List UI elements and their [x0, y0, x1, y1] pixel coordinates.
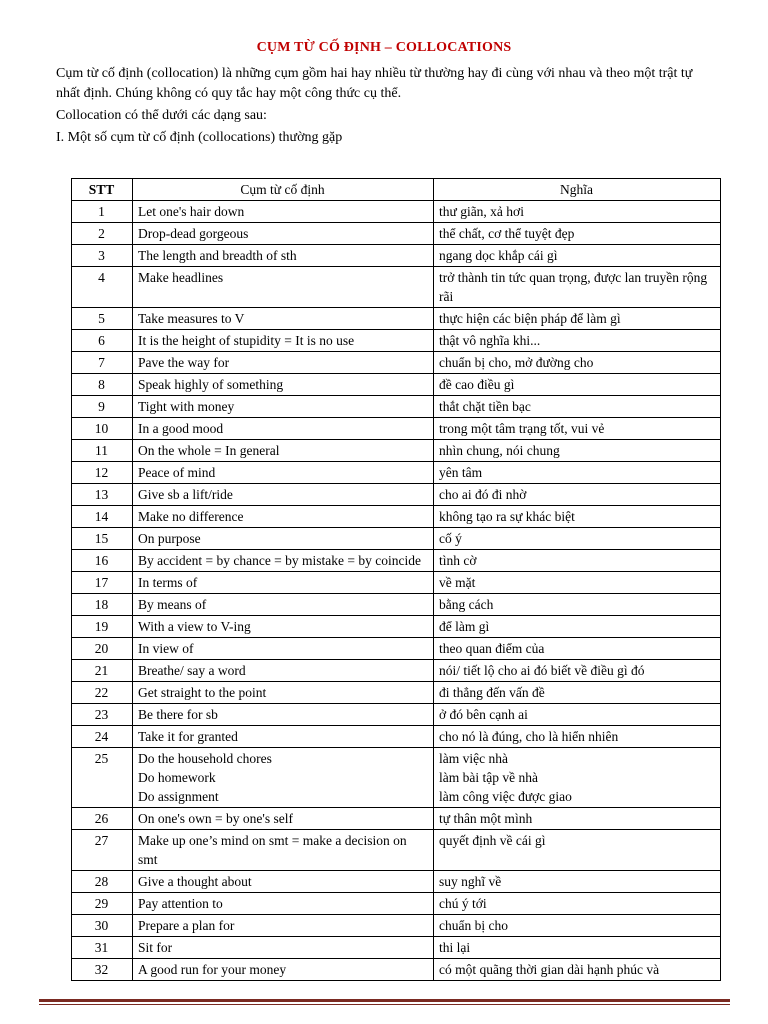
meaning-cell	[434, 418, 721, 440]
meaning-text: theo quan điểm của	[439, 641, 545, 656]
row-number: 29	[72, 893, 133, 915]
row-number: 15	[72, 528, 133, 550]
phrase-text: Give a thought about	[138, 874, 252, 889]
phrase-cell	[133, 915, 434, 937]
row-number: 30	[72, 915, 133, 937]
meaning-text: có một quãng thời gian dài hạnh phúc và	[439, 962, 660, 977]
table-row	[72, 638, 721, 660]
row-number: 13	[72, 484, 133, 506]
phrase-cell	[133, 959, 434, 981]
phrase-cell	[133, 871, 434, 893]
phrase-cell	[133, 330, 434, 352]
table-row	[72, 352, 721, 374]
header-phrase: Cụm từ cố định	[133, 179, 434, 201]
table-row	[72, 462, 721, 484]
phrase-text: Do assignment	[138, 789, 219, 804]
meaning-text: ở đó bên cạnh ai	[439, 707, 528, 722]
table-row	[72, 201, 721, 223]
phrase-text: On purpose	[138, 531, 201, 546]
table-row	[72, 937, 721, 959]
meaning-text: chú ý tới	[439, 896, 487, 911]
intro-section	[56, 64, 716, 150]
phrase-cell	[133, 748, 434, 808]
meaning-text: chuẩn bị cho	[439, 918, 508, 933]
phrase-cell	[133, 245, 434, 267]
meaning-cell	[434, 506, 721, 528]
phrase-cell	[133, 638, 434, 660]
table-row	[72, 726, 721, 748]
meaning-cell	[434, 682, 721, 704]
meaning-text: nhìn chung, nói chung	[439, 443, 560, 458]
meaning-cell	[434, 550, 721, 572]
phrase-text: Be there for sb	[138, 707, 218, 722]
row-number: 27	[72, 830, 133, 871]
row-number: 25	[72, 748, 133, 808]
table-row	[72, 484, 721, 506]
row-number: 31	[72, 937, 133, 959]
table-row	[72, 660, 721, 682]
table-header-row	[72, 179, 721, 201]
meaning-text: tự thân một mình	[439, 811, 533, 826]
meaning-text: thi lại	[439, 940, 471, 955]
phrase-text: Give sb a lift/ride	[138, 487, 233, 502]
meaning-cell	[434, 726, 721, 748]
meaning-text: về mặt	[439, 575, 476, 590]
phrase-text: Drop-dead gorgeous	[138, 226, 249, 241]
phrase-cell	[133, 830, 434, 871]
table-row	[72, 871, 721, 893]
phrase-cell	[133, 484, 434, 506]
phrase-text: Get straight to the point	[138, 685, 267, 700]
phrase-text: It is the height of stupidity = It is no use	[138, 333, 355, 348]
table-row	[72, 550, 721, 572]
phrase-cell	[133, 418, 434, 440]
intro-forms-line: Collocation có thể dưới các dạng sau:	[56, 108, 267, 123]
table-row	[72, 374, 721, 396]
row-number: 21	[72, 660, 133, 682]
table-row	[72, 330, 721, 352]
table-row	[72, 616, 721, 638]
intro-paragraph: Cụm từ cố định (collocation) là những cụm gồm hai hay nhiều từ thường hay đi cùng với nhau và theo một trật tự nhất định. Chúng không có quy tắc hay một công thức cụ thể.	[56, 66, 693, 101]
phrase-text: By accident = by chance = by mistake = by coincide	[138, 553, 421, 568]
row-number: 5	[72, 308, 133, 330]
section-heading: I. Một số cụm từ cố định (collocations) thường gặp	[56, 130, 343, 145]
row-number: 14	[72, 506, 133, 528]
phrase-text: On the whole = In general	[138, 443, 280, 458]
phrase-cell	[133, 267, 434, 308]
phrase-cell	[133, 660, 434, 682]
table-row	[72, 418, 721, 440]
meaning-text: trở thành tin tức quan trọng, được lan truyền rộng rãi	[439, 270, 708, 304]
row-number: 20	[72, 638, 133, 660]
phrase-text: Take it for granted	[138, 729, 238, 744]
row-number: 11	[72, 440, 133, 462]
phrase-cell	[133, 893, 434, 915]
table-row	[72, 915, 721, 937]
meaning-cell	[434, 267, 721, 308]
table-row	[72, 308, 721, 330]
meaning-cell	[434, 572, 721, 594]
phrase-text: Prepare a plan for	[138, 918, 235, 933]
phrase-cell	[133, 682, 434, 704]
row-number: 10	[72, 418, 133, 440]
phrase-cell	[133, 937, 434, 959]
table-row	[72, 223, 721, 245]
phrase-cell	[133, 616, 434, 638]
meaning-cell	[434, 638, 721, 660]
phrase-text: By means of	[138, 597, 207, 612]
header-meaning: Nghĩa	[434, 179, 721, 201]
meaning-text: cố ý	[439, 531, 462, 546]
phrase-cell	[133, 528, 434, 550]
phrase-text: Take measures to V	[138, 311, 245, 326]
meaning-cell	[434, 484, 721, 506]
table-row	[72, 245, 721, 267]
meaning-cell	[434, 308, 721, 330]
phrase-cell	[133, 223, 434, 245]
phrase-text: With a view to V-ing	[138, 619, 251, 634]
phrase-cell	[133, 462, 434, 484]
meaning-text: làm việc nhà	[439, 751, 508, 766]
meaning-text: thắt chặt tiền bạc	[439, 399, 531, 414]
row-number: 22	[72, 682, 133, 704]
table-row	[72, 748, 721, 808]
meaning-text: làm công việc được giao	[439, 789, 572, 804]
meaning-cell	[434, 893, 721, 915]
meaning-cell	[434, 704, 721, 726]
meaning-text: quyết định về cái gì	[439, 833, 546, 848]
row-number: 12	[72, 462, 133, 484]
meaning-cell	[434, 245, 721, 267]
row-number: 7	[72, 352, 133, 374]
meaning-text: thư giãn, xả hơi	[439, 204, 524, 219]
meaning-text: thực hiện các biện pháp để làm gì	[439, 311, 621, 326]
table-row	[72, 572, 721, 594]
meaning-text: tình cờ	[439, 553, 477, 568]
phrase-text: In view of	[138, 641, 194, 656]
phrase-cell	[133, 572, 434, 594]
phrase-cell	[133, 506, 434, 528]
phrase-text: The length and breadth of sth	[138, 248, 297, 263]
meaning-cell	[434, 616, 721, 638]
meaning-text: đề cao điều gì	[439, 377, 515, 392]
phrase-text: Let one's hair down	[138, 204, 245, 219]
table-row	[72, 396, 721, 418]
meaning-cell	[434, 748, 721, 808]
phrase-cell	[133, 374, 434, 396]
table-row	[72, 893, 721, 915]
row-number: 2	[72, 223, 133, 245]
phrase-text: Breathe/ say a word	[138, 663, 246, 678]
meaning-text: đi thẳng đến vấn đề	[439, 685, 545, 700]
meaning-text: thật vô nghĩa khi...	[439, 333, 541, 348]
phrase-text: Make up one’s mind on smt = make a decision on smt	[138, 833, 407, 867]
phrase-cell	[133, 201, 434, 223]
meaning-cell	[434, 808, 721, 830]
meaning-cell	[434, 830, 721, 871]
phrase-text: Make no difference	[138, 509, 244, 524]
phrase-text: In terms of	[138, 575, 198, 590]
meaning-cell	[434, 201, 721, 223]
row-number: 4	[72, 267, 133, 308]
meaning-text: nói/ tiết lộ cho ai đó biết về điều gì đó	[439, 663, 645, 678]
phrase-text: Speak highly of something	[138, 377, 284, 392]
row-number: 9	[72, 396, 133, 418]
phrase-cell	[133, 352, 434, 374]
row-number: 23	[72, 704, 133, 726]
phrase-text: Peace of mind	[138, 465, 216, 480]
footer-rule-thin	[39, 1004, 730, 1005]
meaning-cell	[434, 594, 721, 616]
phrase-text: Pave the way for	[138, 355, 230, 370]
row-number: 1	[72, 201, 133, 223]
meaning-text: cho ai đó đi nhờ	[439, 487, 527, 502]
phrase-text: Make headlines	[138, 270, 224, 285]
phrase-text: On one's own = by one's self	[138, 811, 293, 826]
phrase-text: In a good mood	[138, 421, 224, 436]
phrase-text: A good run for your money	[138, 962, 287, 977]
phrase-text: Do the household chores	[138, 751, 272, 766]
meaning-cell	[434, 915, 721, 937]
meaning-cell	[434, 462, 721, 484]
row-number: 16	[72, 550, 133, 572]
row-number: 19	[72, 616, 133, 638]
meaning-cell	[434, 937, 721, 959]
phrase-cell	[133, 440, 434, 462]
phrase-cell	[133, 704, 434, 726]
table-row	[72, 682, 721, 704]
row-number: 26	[72, 808, 133, 830]
meaning-text: thể chất, cơ thể tuyệt đẹp	[439, 226, 575, 241]
phrase-text: Tight with money	[138, 399, 235, 414]
header-stt: STT	[72, 179, 133, 201]
meaning-text: trong một tâm trạng tốt, vui vẻ	[439, 421, 605, 436]
phrase-text: Sit for	[138, 940, 173, 955]
meaning-text: cho nó là đúng, cho là hiển nhiên	[439, 729, 619, 744]
phrase-cell	[133, 594, 434, 616]
meaning-text: để làm gì	[439, 619, 490, 634]
row-number: 24	[72, 726, 133, 748]
table-row	[72, 594, 721, 616]
table-row	[72, 506, 721, 528]
meaning-text: chuẩn bị cho, mở đường cho	[439, 355, 594, 370]
row-number: 6	[72, 330, 133, 352]
collocations-table	[71, 178, 721, 981]
meaning-cell	[434, 223, 721, 245]
row-number: 3	[72, 245, 133, 267]
meaning-cell	[434, 330, 721, 352]
table-row	[72, 830, 721, 871]
phrase-cell	[133, 550, 434, 572]
row-number: 28	[72, 871, 133, 893]
meaning-text: không tạo ra sự khác biệt	[439, 509, 575, 524]
row-number: 18	[72, 594, 133, 616]
meaning-cell	[434, 660, 721, 682]
table-body	[72, 201, 721, 981]
table-row	[72, 704, 721, 726]
meaning-cell	[434, 352, 721, 374]
footer-rule	[39, 999, 730, 1002]
meaning-text: ngang dọc khắp cái gì	[439, 248, 558, 263]
table-row	[72, 528, 721, 550]
phrase-cell	[133, 308, 434, 330]
phrase-cell	[133, 396, 434, 418]
meaning-text: yên tâm	[439, 465, 483, 480]
meaning-cell	[434, 374, 721, 396]
row-number: 8	[72, 374, 133, 396]
table-row	[72, 440, 721, 462]
meaning-text: suy nghĩ về	[439, 874, 502, 889]
table-row	[72, 808, 721, 830]
meaning-cell	[434, 871, 721, 893]
meaning-cell	[434, 396, 721, 418]
phrase-cell	[133, 808, 434, 830]
table-row	[72, 959, 721, 981]
phrase-text: Do homework	[138, 770, 216, 785]
phrase-cell	[133, 726, 434, 748]
row-number: 32	[72, 959, 133, 981]
meaning-cell	[434, 528, 721, 550]
meaning-cell	[434, 959, 721, 981]
meaning-cell	[434, 440, 721, 462]
meaning-text: làm bài tập về nhà	[439, 770, 538, 785]
row-number: 17	[72, 572, 133, 594]
phrase-text: Pay attention to	[138, 896, 223, 911]
table-row	[72, 267, 721, 308]
document-title: CỤM TỪ CỐ ĐỊNH – COLLOCATIONS	[256, 40, 512, 55]
meaning-text: bằng cách	[439, 597, 494, 612]
